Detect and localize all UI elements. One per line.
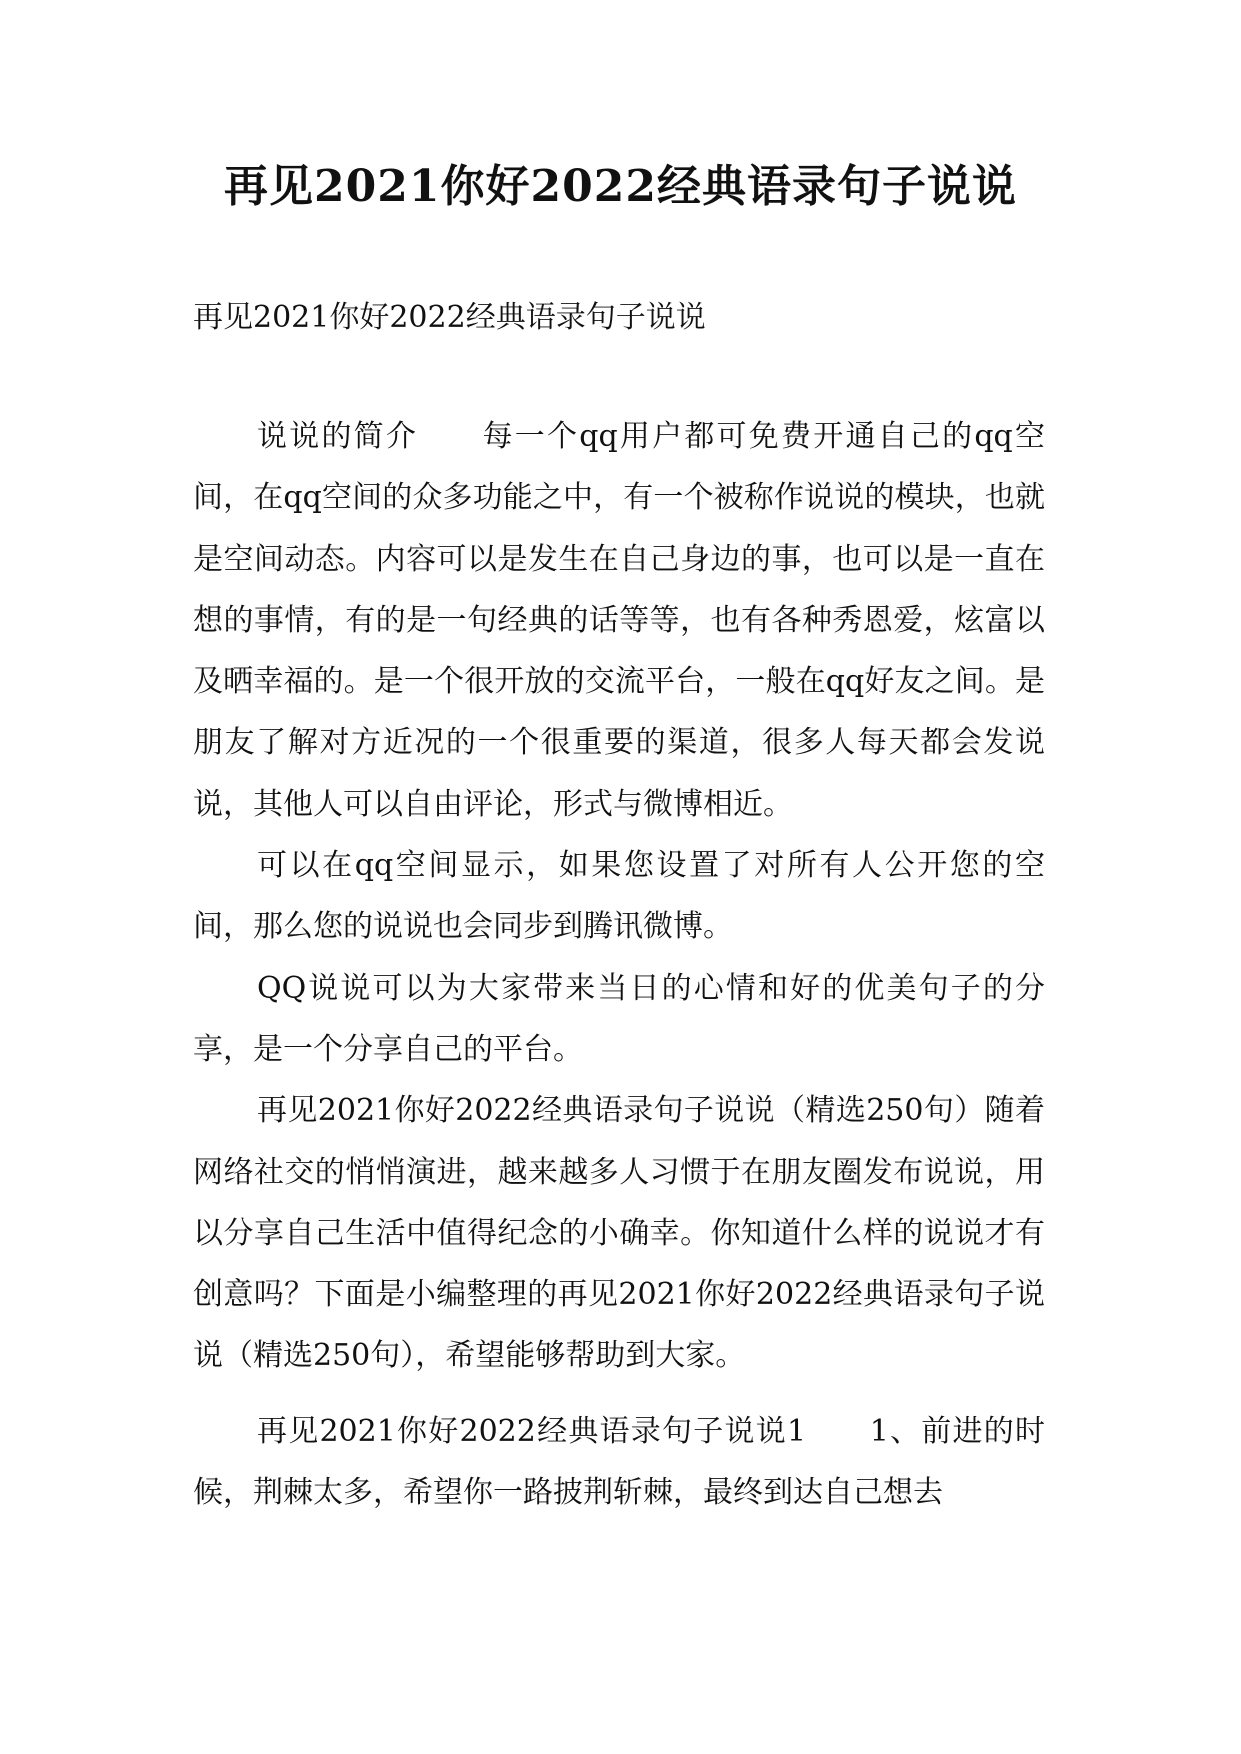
paragraph-qq-share: QQ说说可以为大家带来当日的心情和好的优美句子的分享，是一个分享自己的平台。: [193, 970, 1045, 1067]
paragraph-quote-1: 再见2021你好2022经典语录句子说说1 1、前进的时候，荆棘太多，希望你一路披荆斩棘，最终到达自己想去: [193, 1413, 1045, 1511]
document-body: [193, 406, 1045, 1523]
document-title: 再见2021你好2022经典语录句子说说: [224, 161, 1017, 212]
paragraph-collection-intro: 再见2021你好2022经典语录句子说说（精选250句）随着网络社交的悄悄演进，越来越多人习惯于在朋友圈发布说说，用以分享自己生活中值得纪念的小确幸。你知道什么样的说说才有创意吗？下面是小编整理的再见2021你好2022经典语录句子说说（精选250句），希望能够帮助到大家。: [193, 1093, 1045, 1374]
document-subtitle: 再见2021你好2022经典语录句子说说: [193, 300, 706, 335]
paragraph-intro: 说说的简介 每一个qq用户都可免费开通自己的qq空间，在qq空间的众多功能之中，有一个被称作说说的模块，也就是空间动态。内容可以是发生在自己身边的事，也可以是一直在想的事情，有的是一句经典的话等等，也有各种秀恩爱，炫富以及晒幸福的。是一个很开放的交流平台，一般在qq好友之间。是朋友了解对方近况的一个很重要的渠道，很多人每天都会发说说，其他人可以自由评论，形式与微博相近。: [193, 419, 1045, 822]
paragraph-qzone-display: 可以在qq空间显示，如果您设置了对所有人公开您的空间，那么您的说说也会同步到腾讯微博。: [193, 848, 1045, 945]
